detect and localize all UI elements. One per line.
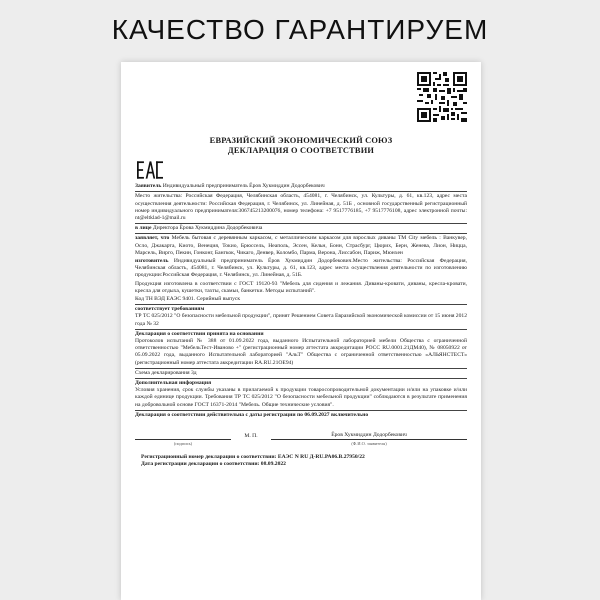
conforms-value: ТР ТС 025/2012 "О безопасности мебельной продукции", принят Решением Совета Евразийской экономической комиссии от 15 июня 2012 года № 32 bbox=[135, 313, 467, 329]
extra-label: Дополнительная информация bbox=[135, 380, 212, 387]
production-text: Продукция изготовлена в соответствии с ГОСТ 19120-93 "Мебель для сидения и лежания. Диваны-кровати, диваны, кресла-кровати, кресла для отдыха, кушетки, тахты, скамьи, банкетки. Методы испытаний". bbox=[135, 280, 467, 294]
declares-value: Мебель бытовая с деревянным каркасом, с металлическим каркасом для взрослых диваны ТМ City мебель : Ванкувер, Осло, Джакарта, Киото, Венеция, Токио, Брюссель, Неаполь, Эссен, Кельн, Бонн, Страсбург, Цюрих, Берн, Женева, Лион, Ницца, Марсель, Вирго, Пекин, Гонконг, Бангкок, Чикаго, Денвер, Коломбо, Парма, Верона, Лиссабон, Париж, Мюнхен bbox=[135, 235, 468, 256]
document-title bbox=[135, 136, 467, 156]
declares-row bbox=[135, 235, 467, 257]
manufacturer-value: Индивидуальный предприниматель Ёров Хукмиддин Додорбекович.Место жительства: Российская Федерация, Челябинская область, 454081, г. Челябинск, ул. Культуры, д. 61, кв.123, адрес места осуществления деятельности по изготовлению продукции:Российская Федерация, г. Челябинск, ул. Линейная, д. 51Б. bbox=[135, 258, 467, 279]
registration-block bbox=[135, 454, 467, 468]
eac-mark-icon bbox=[137, 160, 163, 180]
validity-label: Декларация о соответствии действительна с даты регистрации по 06.09.2027 включительно bbox=[135, 411, 369, 418]
person-row bbox=[135, 225, 467, 234]
address-block: Место жительства: Российская Федерация, Челябинская область, 454081, г. Челябинск, ул. Культуры, д. 61, кв.123, адрес места осуществления деятельности: Российская Федерация, г. Челябинск, ул. Линейная, д. 51Б , основной государственный регистрационный номер индивидуального предпринимателя:306745213200076, номер телефона: +7 9517776185, +7 9517776108, адрес электронной почты: nt@eltklad-1@mail.ru bbox=[135, 193, 467, 224]
manufacturer-row bbox=[135, 258, 467, 280]
title-line-union: ЕВРАЗИЙСКИЙ ЭКОНОМИЧЕСКИЙ СОЮЗ bbox=[209, 136, 393, 145]
declares-label: заявляет, что bbox=[135, 235, 170, 242]
basis-row bbox=[135, 331, 467, 338]
manufacturer-label: изготовитель bbox=[135, 258, 169, 265]
applicant-row bbox=[135, 183, 467, 192]
scheme-text: Схема декларирования 3д bbox=[135, 370, 467, 379]
applicant-label: Заявитель bbox=[135, 183, 162, 190]
registration-number: Регистрационный номер декларации о соответствии: ЕАЭС N RU Д-RU.РА06.В.27950/22 bbox=[141, 454, 365, 461]
conforms-label: соответствует требованиям bbox=[135, 306, 205, 313]
registration-date: Дата регистрации декларации о соответствии: 08.09.2022 bbox=[141, 461, 286, 468]
code-text: Код ТН ВЭД ЕАЭС 9401. Серийный выпуск bbox=[135, 296, 467, 305]
signature-line bbox=[135, 431, 467, 440]
signature-field bbox=[135, 431, 231, 440]
applicant-value: Индивидуальный предприниматель Ёров Хукмиддин Додорбекович bbox=[162, 183, 325, 190]
validity-row bbox=[135, 412, 467, 419]
signatory-name: Ёров Хукмиддин Додорбекович bbox=[271, 432, 467, 440]
extra-value: Условия хранения, срок службы указаны в прилагаемой к продукции товаросопроводительной документации и/или на упаковке и/или каждой единице продукции. Требования ТР ТС 025/2012 "О безопасности мебельной продукции" соблюдаются в результате применения на добровольной основе ГОСТ 16371-2014 "Мебель. Общие технические условия". bbox=[135, 387, 467, 411]
declaration-document bbox=[121, 62, 481, 600]
person-value: Директора Ёрова Хукмиддина Додорбековича bbox=[152, 225, 263, 232]
title-line-declaration: ДЕКЛАРАЦИЯ О СООТВЕТСТВИИ bbox=[227, 146, 375, 155]
qr-code-icon bbox=[417, 72, 467, 122]
banner-heading: КАЧЕСТВО ГАРАНТИРУЕМ bbox=[111, 14, 489, 45]
seal-placeholder: М. П. bbox=[244, 432, 258, 439]
signature-captions bbox=[135, 440, 467, 447]
basis-value: Протоколов испытаний № 388 от 01.09.2022 года, выданного Испытательной лабораторией мебели Общества с ограниченной ответственностью "МебельТест-Иваново +" (регистрационный номер аттестата аккредитации РОСС RU.0001.21ДМ40), № 08050922 от 05.09.2022 года, выданного Испытательной лабораторией "АльТ" Общества с ограниченной ответственностью «АЛЬЯНСТЕСТ» (регистрационный номер аттестата аккредитации RA.RU.21ОЕ94) bbox=[135, 338, 467, 369]
person-label: в лице bbox=[135, 225, 152, 232]
basis-label: Декларация о соответствии принята на основании bbox=[135, 330, 264, 337]
name-caption: (Ф.И.О. заявителя) bbox=[351, 441, 387, 447]
sign-caption: (подпись) bbox=[173, 441, 193, 447]
